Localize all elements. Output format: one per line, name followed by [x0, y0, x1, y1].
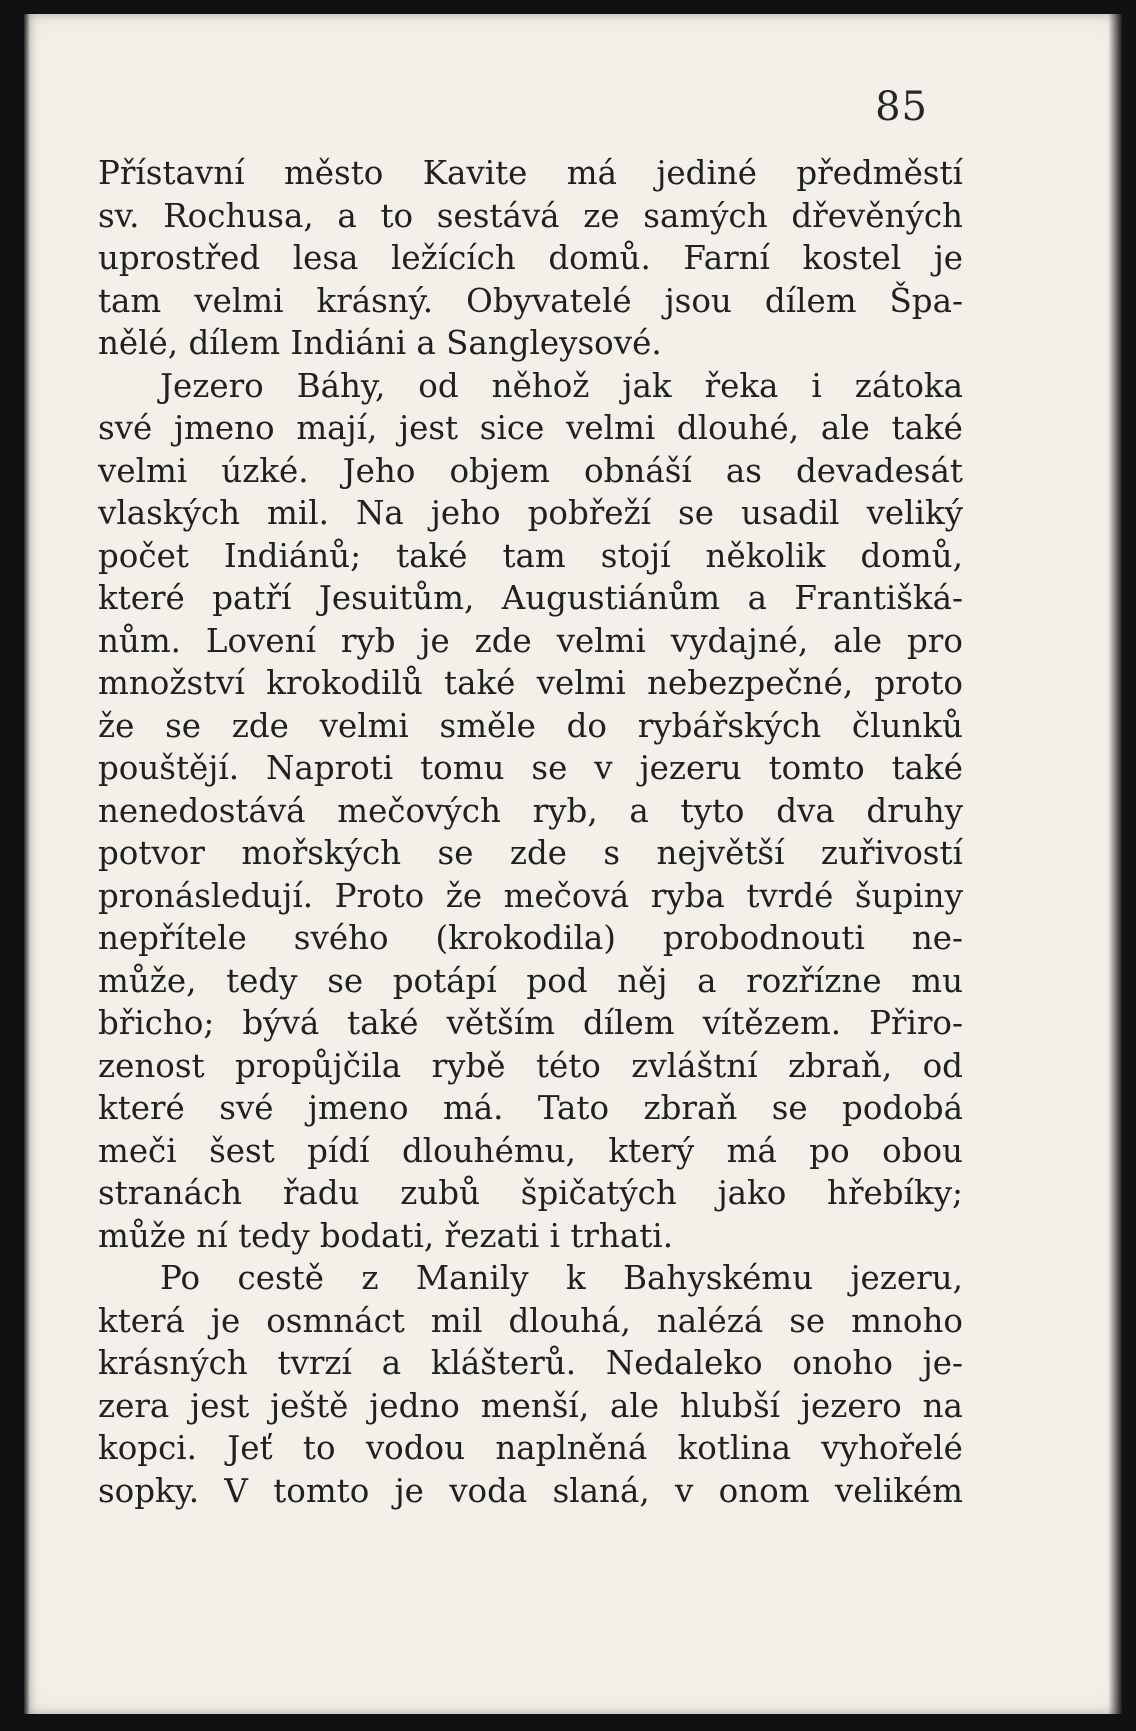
text-line: potvor mořských se zde s největší zuřivostí — [98, 834, 963, 872]
text-line: které své jmeno má. Tato zbraň se podobá — [98, 1089, 963, 1127]
text-line: zenost propůjčila rybě této zvláštní zbraň, od — [98, 1046, 963, 1085]
text-line: že se zde velmi směle do rybářských člunků — [98, 706, 963, 745]
text-line: které patří Jesuitům, Augustiánům a Františká- — [98, 579, 963, 617]
text-line: nělé, dílem Indiáni a Sangleysové. — [98, 324, 662, 362]
text-line: může, tedy se potápí pod něj a rozřízne mu — [98, 961, 963, 1000]
text-line: sopky. V tomto je voda slaná, v onom velikém — [98, 1471, 963, 1510]
text-line: stranách řadu zubů špičatých jako hřebíky; — [98, 1174, 963, 1212]
page-number: 85 — [875, 84, 928, 130]
text-line: pronásledují. Proto že mečová ryba tvrdé šupiny — [98, 876, 963, 915]
text-line: tam velmi krásný. Obyvatelé jsou dílem Špa- — [98, 281, 963, 320]
text-line: meči šest pídí dlouhému, který má po obou — [98, 1131, 963, 1170]
text-line: sv. Rochusa, a to sestává ze samých dřevěných — [98, 196, 963, 235]
text-line: počet Indiánů; také tam stojí několik domů, — [98, 536, 963, 575]
text-line: nům. Lovení ryb je zde velmi vydajné, ale pro — [98, 621, 963, 660]
text-line: nepřítele svého (krokodila) probodnouti ne- — [98, 919, 963, 957]
text-line: množství krokodilů také velmi nebezpečné, proto — [98, 664, 963, 702]
text-line: pouštějí. Naproti tomu se v jezeru tomto také — [98, 749, 963, 787]
text-line: může ní tedy bodati, řezati i trhati. — [98, 1216, 674, 1255]
binding-gutter — [24, 14, 30, 1714]
text-line: břicho; bývá také větším dílem vítězem. Přiro- — [98, 1004, 963, 1042]
text-line: velmi úzké. Jeho objem obnáší as devadesát — [98, 451, 963, 490]
text-line: zera jest ještě jedno menší, ale hlubší jezero na — [98, 1386, 963, 1425]
text-line: vlaských mil. Na jeho pobřeží se usadil veliký — [98, 494, 963, 532]
book-page — [24, 14, 1122, 1714]
text-line: kopci. Jeť to vodou naplněná kotlina vyhořelé — [98, 1429, 963, 1467]
text-line: Jezero Báhy, od něhož jak řeka i zátoka — [160, 366, 963, 405]
text-line: nenedostává mečových ryb, a tyto dva druhy — [98, 791, 963, 830]
page-edge-shadow — [1108, 14, 1122, 1714]
text-line: Po cestě z Manily k Bahyskému jezeru, — [160, 1259, 963, 1297]
text-line: krásných tvrzí a klášterů. Nedaleko onoho je- — [98, 1344, 963, 1382]
text-line: která je osmnáct mil dlouhá, nalézá se mnoho — [98, 1301, 963, 1340]
text-line: své jmeno mají, jest sice velmi dlouhé, ale také — [98, 409, 963, 447]
body-text — [98, 152, 963, 1512]
text-line: uprostřed lesa ležících domů. Farní kostel je — [98, 239, 963, 277]
text-line: Přístavní město Kavite má jediné předměstí — [98, 154, 963, 192]
